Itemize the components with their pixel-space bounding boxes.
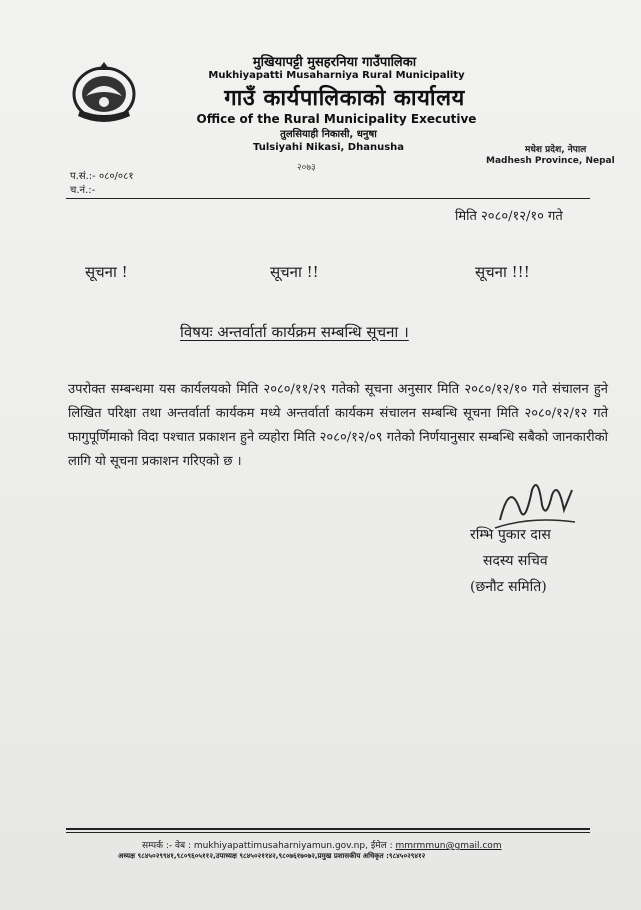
footer-divider-thick <box>66 828 590 830</box>
dispatch-number: च.नं.:- <box>70 185 96 196</box>
footer-contact-prefix: सम्पर्क :- वेब : <box>142 841 192 851</box>
province-english: Madhesh Province, Nepal <box>486 156 615 166</box>
footer-email-prefix: ईमेल : <box>370 841 393 851</box>
notice-heading-1: सूचना ! <box>85 263 128 281</box>
footer-email-link[interactable]: mmrmmun@gmail.com <box>395 841 502 851</box>
stamp-year: २०७३ <box>297 163 316 173</box>
signatory-committee: (छनौट समिति) <box>470 579 547 595</box>
notice-date: मिति २०८०/१२/१० गते <box>455 209 563 224</box>
footer-contact <box>142 838 502 851</box>
subject-line: विषयः अन्तर्वार्ता कार्यक्रम सम्बन्धि सूचना । <box>180 323 409 341</box>
footer-divider-thin <box>66 832 590 833</box>
header-divider <box>66 198 590 199</box>
notice-heading-3: सूचना !!! <box>475 263 530 281</box>
notice-body: उपरोक्त सम्बन्धमा यस कार्यलयको मिति २०८०/११/२९ गतेको सूचना अनुसार मिति २०८०/१२/१० गते संचालन हुने लिखित परिक्षा तथा अन्तर्वार्ता कार्यकम मध्ये अन्तर्वार्ता कार्यकम संचालन सम्बन्धि सूचना मिति २०८०/१२/१२ गते फागुपूर्णिमाको विदा पश्चात प्रकाशन हुने व्यहोरा मिति २०८०/१२/०९ गतेको निर्णयानुसार सम्बन्धि सबैको जानकारीको लागि यो सूचना प्रकाशन गरिएको छ । <box>68 382 608 469</box>
signatory-title: सदस्य सचिव <box>483 553 548 569</box>
address-nepali: तुलसियाही निकासी, धनुषा <box>280 129 377 140</box>
reference-number: प.सं.:- ०८०/०८१ <box>70 171 134 182</box>
notice-heading-2: सूचना !! <box>270 263 319 281</box>
municipality-name-english: Mukhiyapatti Musaharniya Rural Municipality <box>208 70 465 81</box>
office-title-english: Office of the Rural Municipality Executive <box>196 112 477 126</box>
footer-website-link[interactable]: mukhiyapattimusaharniyamun.gov.np, <box>193 841 368 851</box>
address-english: Tulsiyahi Nikasi, Dhanusha <box>252 142 405 153</box>
municipality-name-nepali: मुखियापट्टी मुसहरनिया गाउँपालिका <box>252 55 417 70</box>
footer-phone-numbers: अध्यक्ष ९८४५०२९९४१,९८०९६०५११२,उपाध्यक्ष ९८४५०२११४२,९८०७६१७०७२,प्रमुख प्रशासकीय अधिकृत :९८४५०२९४१२ <box>118 852 426 860</box>
signatory-name: रम्भि पुकार दास <box>470 527 551 543</box>
office-title-nepali: गाउँ कार्यपालिकाको कार्यालय <box>224 86 465 111</box>
province-nepali: मधेश प्रदेश, नेपाल <box>525 145 587 155</box>
